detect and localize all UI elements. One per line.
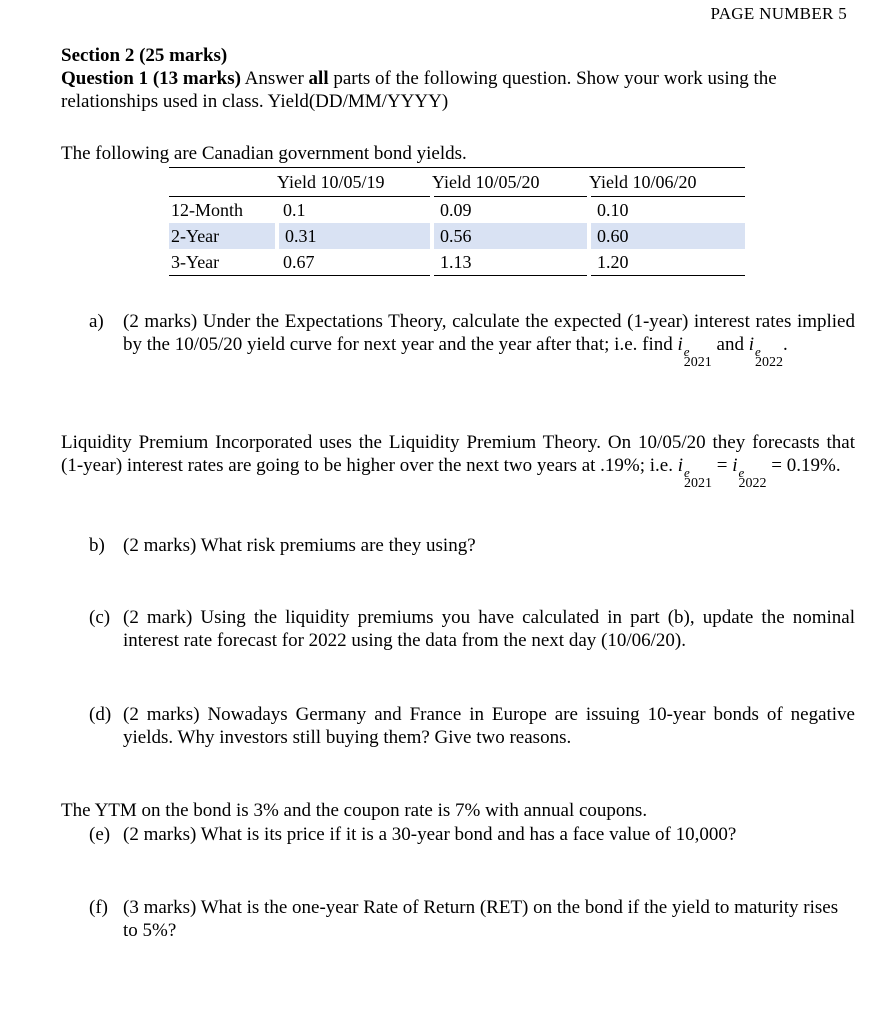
table-header-2020-jun: Yield 10/06/20 [589,171,697,192]
ytm-intro: The YTM on the bond is 3% and the coupon rate is 7% with annual coupons. [61,800,648,821]
expected-rate-2022: i e 2022 [748,334,783,370]
part-e [89,823,855,846]
table-header-empty [169,168,277,197]
section-header [61,44,855,113]
table-cell: 0.31 [277,223,432,249]
table-row [169,249,745,276]
row-label: 12-Month [171,199,243,220]
table-cell: 0.09 [432,197,589,224]
table-header-2019: Yield 10/05/19 [277,171,385,192]
table-row-highlighted [169,223,745,249]
part-c-text: (2 mark) Using the liquidity premiums you have calculated in part (b), update the nominal interest rate forecast for 2022 using the data from the next day (10/06/20). [123,607,855,651]
forecast-rate-2021: i e 2021 [677,455,713,491]
page-number: PAGE NUMBER 5 [710,4,847,23]
table-cell: 0.56 [432,223,589,249]
table-cell: 0.1 [277,197,432,224]
part-b-text: (2 marks) What risk premiums are they using? [123,535,476,556]
table-cell: 0.10 [597,199,629,220]
expected-rate-2021: i e 2021 [677,334,712,370]
question-intro: Question 1 (13 marks) Answer all parts of the following question. Show your work using the relationships used in class. Yield(DD/MM/YYYY) [61,68,777,112]
part-c-label: (c) [89,607,111,628]
part-a [89,310,855,368]
part-e-label: (e) [89,824,111,845]
part-f [89,896,855,942]
part-a-label: a) [89,311,104,332]
row-label: 3-Year [171,251,220,272]
part-f-text: (3 marks) What is the one-year Rate of Return (RET) on the bond if the yield to maturity rises to 5%? [123,897,839,941]
table-caption: The following are Canadian government bond yields. [61,143,467,164]
emphasis-all: all [308,68,329,89]
part-c [89,606,855,652]
part-d [89,703,855,749]
table-cell: 1.13 [432,249,589,276]
table-header-2020-may: Yield 10/05/20 [432,171,540,192]
part-f-label: (f) [89,897,108,918]
section-title: Section 2 (25 marks) [61,45,228,66]
question-label: Question 1 (13 marks) [61,68,241,89]
part-b-label: b) [89,535,105,556]
bond-yield-table [169,167,745,276]
table-row [169,197,745,224]
row-label: 2-Year [169,223,277,249]
part-d-text: (2 marks) Nowadays Germany and France in Europe are issuing 10-year bonds of negative yields. Why investors still buying them? Give two reasons. [123,704,855,748]
forecast-rate-2022: i e 2022 [732,455,767,491]
part-e-text: (2 marks) What is its price if it is a 30-year bond and has a face value of 10,000? [123,824,737,845]
table-cell: 0.60 [589,223,745,249]
part-d-label: (d) [89,704,112,725]
liquidity-paragraph: Liquidity Premium Incorporated uses the Liquidity Premium Theory. On 10/05/20 they forecasts that (1-year) interest rates are going to be higher over the next two years at .19%; i.e. i e 2021 = i e 2022 = 0.19%. [61,432,855,491]
table-header-row [169,168,745,197]
table-cell: 0.67 [277,249,432,276]
part-a-text: (2 marks) Under the Expectations Theory, calculate the expected (1-year) interest rates implied by the 10/05/20 yield curve for next year and the year after that; i.e. find i e 2021 and i e 2022 . [123,311,855,370]
part-b [89,534,855,557]
table-cell: 1.20 [597,251,629,272]
